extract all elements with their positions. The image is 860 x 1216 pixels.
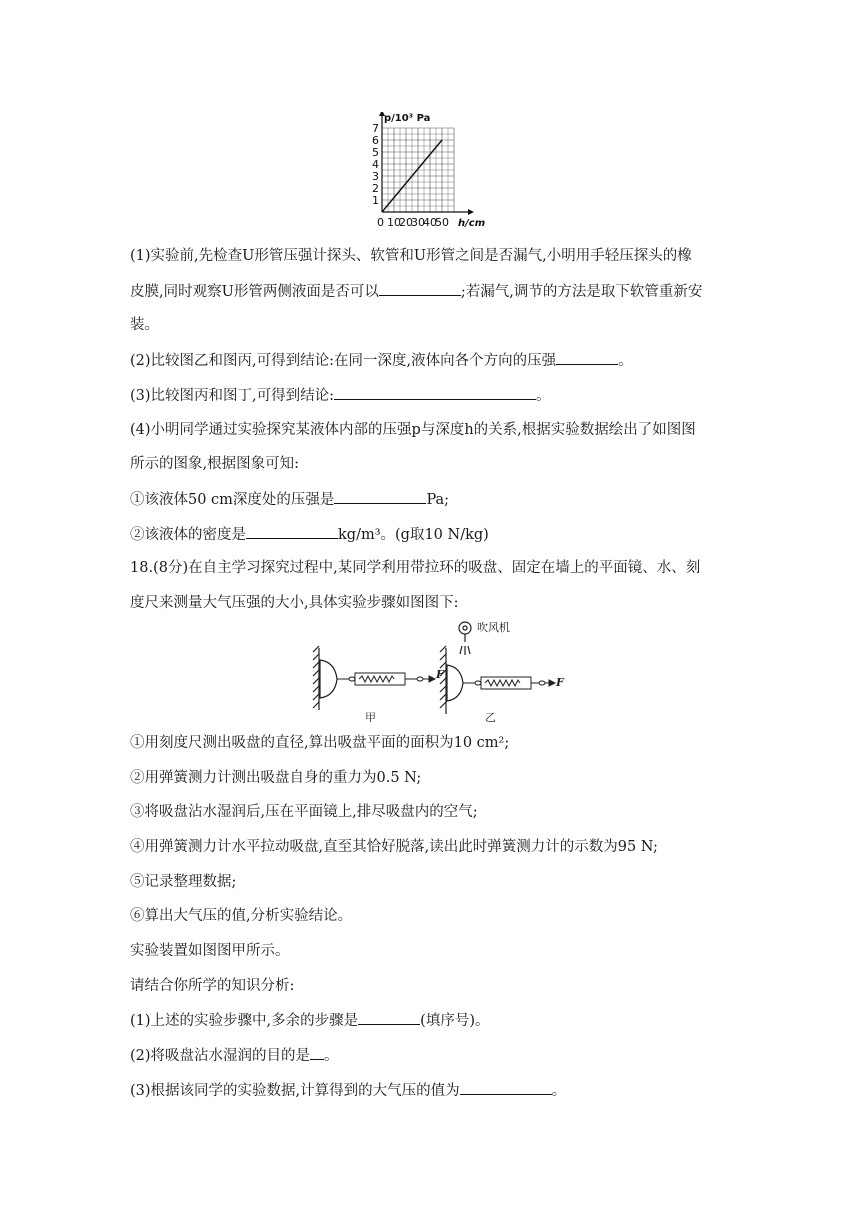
x-tick-label: 30 bbox=[411, 216, 425, 229]
q17-part4-sub1-unit: Pa; bbox=[426, 492, 450, 508]
q18-setup: 实验装置如图图甲所示。 bbox=[130, 943, 290, 959]
q18-answer-2 bbox=[130, 1045, 339, 1066]
q17-blank-1[interactable] bbox=[379, 281, 461, 296]
x-tick-label: 50 bbox=[435, 216, 449, 229]
q17-part4-line2: 所示的图象,根据图象可知: bbox=[130, 456, 299, 472]
q18-step-5: ⑤记录整理数据; bbox=[130, 874, 237, 890]
x-tick-label: 20 bbox=[399, 216, 413, 229]
q18-blank-1[interactable] bbox=[358, 1010, 420, 1025]
q18-intro-line1: 18.(8分)在自主学习探究过程中,某同学利用带拉环的吸盘、固定在墙上的平面镜、水、刻 bbox=[130, 560, 701, 576]
y-tick-label: 4 bbox=[372, 158, 379, 171]
suction-cup-jia bbox=[320, 660, 337, 698]
q18-ask: 请结合你所学的知识分析: bbox=[130, 978, 295, 994]
force-label-yi: F bbox=[556, 676, 564, 689]
q17-part1-text-a: 皮膜,同时观察U形管两侧液面是否可以 bbox=[130, 284, 379, 300]
q17-blank-4[interactable] bbox=[334, 489, 426, 504]
blower-label: 吹风机 bbox=[477, 621, 510, 634]
q18-answer-2-end: 。 bbox=[324, 1048, 339, 1064]
x-tick-label: 10 bbox=[387, 216, 401, 229]
q17-part2-text: (2)比较图乙和图丙,可得到结论:在同一深度,液体向各个方向的压强 bbox=[130, 353, 557, 369]
y-tick-label: 5 bbox=[372, 146, 379, 159]
suction-cup-yi bbox=[447, 665, 463, 701]
q18-answer-3 bbox=[130, 1080, 566, 1101]
q17-part4-line1: (4)小明同学通过实验探究某液体内部的压强p与深度h的关系,根据实验数据绘出了如图图 bbox=[130, 422, 696, 438]
force-label-jia: F bbox=[436, 668, 444, 681]
y-axis-title: p/10³ Pa bbox=[384, 113, 431, 124]
q17-part1-text-b: ;若漏气,调节的方法是取下软管重新安 bbox=[460, 284, 703, 300]
q18-step-4: ④用弹簧测力计水平拉动吸盘,直至其恰好脱落,读出此时弹簧测力计的示数为95 N; bbox=[130, 839, 658, 855]
q18-answer-3-end: 。 bbox=[551, 1083, 567, 1099]
q17-blank-3[interactable] bbox=[334, 385, 536, 400]
y-tick-label: 7 bbox=[372, 122, 379, 135]
spring-scale-yi bbox=[463, 677, 555, 689]
q18-step-2: ②用弹簧测力计测出吸盘自身的重力为0.5 N; bbox=[130, 770, 422, 786]
q18-answer-1-end: (填序号)。 bbox=[420, 1013, 490, 1029]
q18-answer-2-text: (2)将吸盘沾水湿润的目的是 bbox=[130, 1048, 311, 1064]
q17-part4-sub2 bbox=[130, 524, 489, 545]
q18-step-6: ⑥算出大气压的值,分析实验结论。 bbox=[130, 908, 353, 924]
q18-intro-line2: 度尺来测量大气压强的大小,具体实验步骤如图图下: bbox=[130, 595, 459, 611]
q17-part4-sub1 bbox=[130, 489, 449, 510]
q17-part1-line2 bbox=[130, 281, 702, 302]
q18-answer-1 bbox=[130, 1010, 489, 1031]
suction-cup-apparatus-figure bbox=[305, 618, 565, 726]
x-tick-label: 40 bbox=[423, 216, 437, 229]
q17-part1-line1: (1)实验前,先检查U形管压强计探头、软管和U形管之间是否漏气,小明用手轻压探头的橡 bbox=[130, 248, 692, 264]
q18-blank-3[interactable] bbox=[460, 1080, 552, 1095]
hair-dryer-icon bbox=[459, 622, 471, 655]
q17-blank-2[interactable] bbox=[556, 350, 618, 365]
wall-jia bbox=[313, 646, 319, 710]
q18-step-1: ①用刻度尺测出吸盘的直径,算出吸盘平面的面积为10 cm²; bbox=[130, 735, 510, 751]
q17-part4-sub2-text: ②该液体的密度是 bbox=[130, 527, 246, 543]
q17-part3 bbox=[130, 385, 551, 406]
q18-blank-2[interactable] bbox=[310, 1045, 324, 1060]
y-tick-label: 2 bbox=[372, 182, 379, 195]
y-tick-label: 3 bbox=[372, 170, 379, 183]
q17-part1-line3: 装。 bbox=[130, 317, 159, 333]
y-tick-label: 1 bbox=[372, 194, 379, 207]
q18-answer-3-text: (3)根据该同学的实验数据,计算得到的大气压的值为 bbox=[130, 1083, 460, 1099]
q17-part2-end: 。 bbox=[618, 353, 633, 369]
q18-answer-1-text: (1)上述的实验步骤中,多余的步骤是 bbox=[130, 1013, 359, 1029]
q17-part2 bbox=[130, 350, 633, 371]
spring-scale-jia bbox=[337, 673, 435, 685]
q17-part4-sub2-unit: kg/m³。(g取10 N/kg) bbox=[338, 527, 489, 543]
q17-part3-end: 。 bbox=[536, 388, 551, 404]
q17-part4-sub1-text: ①该液体50 cm深度处的压强是 bbox=[130, 492, 335, 508]
caption-yi: 乙 bbox=[485, 711, 496, 724]
origin-label: 0 bbox=[377, 216, 384, 229]
x-axis-arrow bbox=[468, 209, 474, 215]
q17-part3-text: (3)比较图丙和图丁,可得到结论: bbox=[130, 388, 335, 404]
pressure-depth-graph bbox=[360, 112, 510, 234]
x-axis-title: h/cm bbox=[458, 218, 486, 229]
q17-blank-5[interactable] bbox=[246, 524, 338, 539]
y-tick-label: 6 bbox=[372, 134, 379, 147]
q18-step-3: ③将吸盘沾水湿润后,压在平面镜上,排尽吸盘内的空气; bbox=[130, 804, 478, 820]
caption-jia: 甲 bbox=[365, 711, 376, 724]
